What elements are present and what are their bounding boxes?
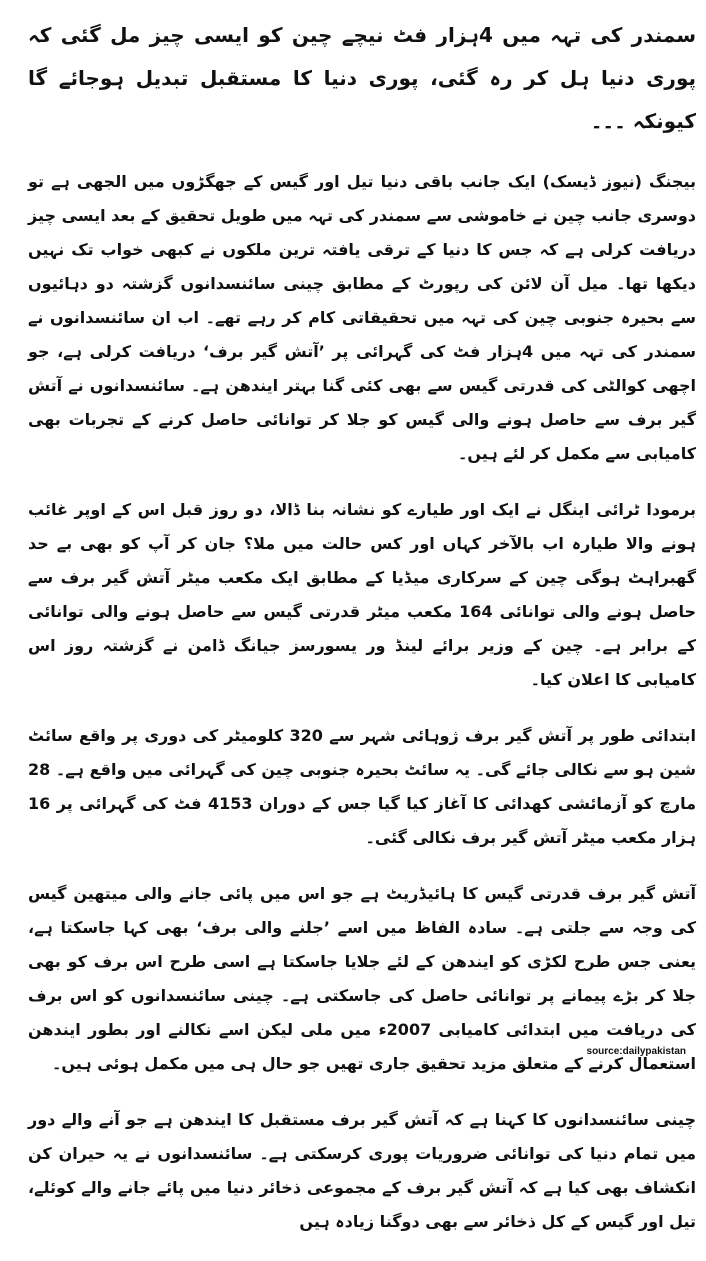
article-headline: سمندر کی تہہ میں 4ہزار فٹ نیچے چین کو ایسی چیز مل گئی کہ پوری دنیا ہل کر رہ گئی، پوری دنیا کا مستقبل تبدیل ہوجائے گا کیونکہ ۔۔۔ bbox=[28, 23, 696, 133]
article-paragraph-1: بیجنگ (نیوز ڈیسک) ایک جانب باقی دنیا تیل اور گیس کے جھگڑوں میں الجھی ہے تو دوسری جانب چین نے خاموشی سے سمندر کی تہہ میں طویل تحقیق کے بعد ایسی چیز دریافت کرلی ہے کہ جس کا دنیا کے ترقی یافتہ ترین ملکوں نے کبھی خواب تک نہیں دیکھا تھا۔ میل آن لائن کی رپورٹ کے مطابق چینی سائنسدانوں گزشتہ دو دہائیوں سے بحیرہ جنوبی چین کی تہہ میں تحقیقاتی کام کر رہے تھے۔ اب ان سائنسدانوں نے سمندر کی تہہ میں 4ہزار فٹ کی گہرائی پر ’آتش گیر برف‘ دریافت کرلی ہے، جو اچھی کوالٹی کی قدرتی گیس سے بھی کئی گنا بہتر ایندھن ہے۔ سائنسدانوں نے آتش گیر برف سے حاصل ہونے والی گیس کو جلا کر توانائی حاصل کرنے کے تجربات بھی کامیابی سے مکمل کر لئے ہیں۔ bbox=[28, 172, 696, 463]
article-paragraph-4: آتش گیر برف قدرتی گیس کا ہائیڈریٹ ہے جو اس میں پائی جانے والی میتھین گیس کی وجہ سے جلتی ہے۔ سادہ الفاظ میں اسے ’جلنے والی برف‘ بھی کہا جاسکتا ہے، یعنی جس طرح لکڑی کو ایندھن کے لئے جلایا جاسکتا ہے اسی طرح اس برف کو بھی جلا کر بڑے پیمانے پر توانائی حاصل کی جاسکتی ہے۔ چینی سائنسدانوں کو اس برف کی دریافت میں ابتدائی کامیابی 2007ء میں ملی لیکن اسے نکالنے اور بطور ایندھن استعمال کرنے کے متعلق مزید تحقیق جاری تھیں جو حال ہی میں مکمل ہوئی ہیں۔ bbox=[28, 884, 696, 1073]
article-paragraph-3: ابتدائی طور پر آتش گیر برف ژوہائی شہر سے 320 کلومیٹر کی دوری پر واقع سائٹ شین ہو سے نکالی جائے گی۔ یہ سائٹ بحیرہ جنوبی چین کی گہرائی میں واقع ہے۔ 28 مارچ کو آزمائشی کھدائی کا آغاز کیا گیا جس کے دوران 4153 فٹ کی گہرائی پر 16 ہزار مکعب میٹر آتش گیر برف نکالی گئی۔ bbox=[28, 726, 697, 847]
article-paragraph-2: برمودا ٹرائی اینگل نے ایک اور طیارے کو نشانہ بنا ڈالا، دو روز قبل اس کے اوپر غائب ہونے والا طیارہ اب بالآخر کہاں اور کس حالت میں ملا؟ جان کر آپ کو بھی بے حد گھبراہٹ ہوگی چین کے سرکاری میڈیا کے مطابق ایک مکعب میٹر آتش گیر برف سے حاصل ہونے والی توانائی 164 مکعب میٹر قدرتی گیس سے حاصل ہونے والی توانائی کے برابر ہے۔ چین کے وزیر برائے لینڈ ور یسورسز جیانگ ڈامن نے گزشتہ روز اس کامیابی کا اعلان کیا۔ bbox=[28, 500, 696, 689]
article-paragraph-5: چینی سائنسدانوں کا کہنا ہے کہ آتش گیر برف مستقبل کا ایندھن ہے جو آنے والے دور میں تمام دنیا کی توانائی ضروریات پوری کرسکتی ہے۔ سائنسدانوں نے یہ حیران کن انکشاف بھی کیا ہے کہ آتش گیر برف کے مجموعی ذخائر دنیا میں پائے جانے والے کوئلے، تیل اور گیس کے کل ذخائر سے بھی دوگنا زیادہ ہیں bbox=[28, 1110, 696, 1231]
article bbox=[28, 14, 696, 1261]
source-credit: source:dailypakistan bbox=[586, 1046, 686, 1057]
